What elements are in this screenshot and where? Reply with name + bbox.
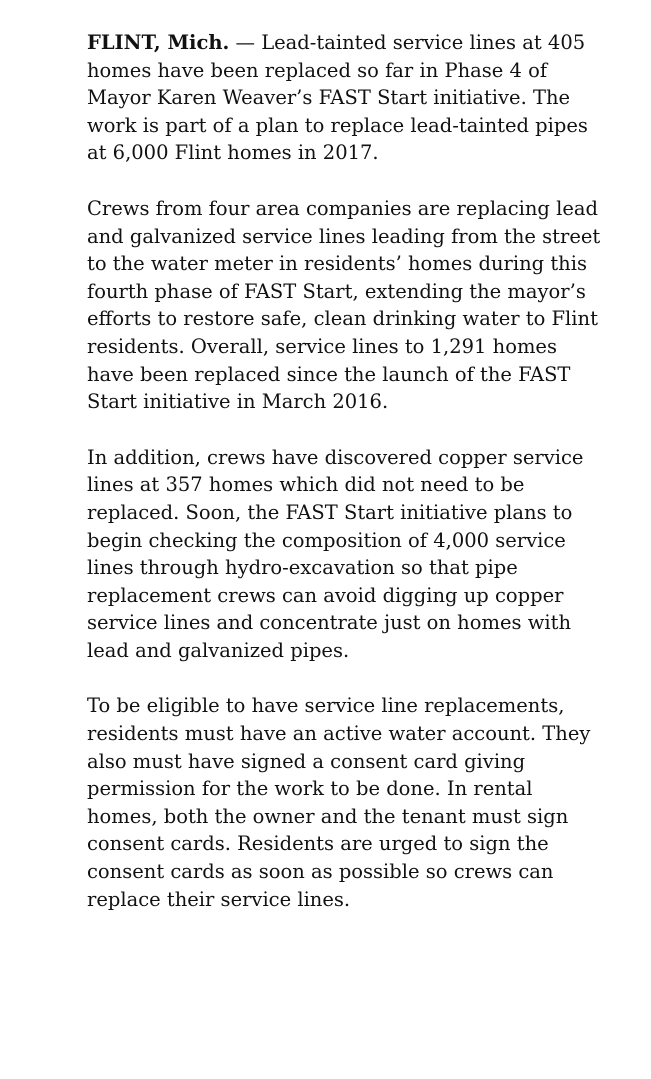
paragraph-3: In addition, crews have discovered copper service lines at 357 homes which did not need to be replaced. Soon, the FAST Start initiative plans to begin checking the composition of 4,000 service lines through hydro-excavation so that pipe replacement crews can avoid digging up copper service lines and concentrate just on homes with lead and galvanized pipes. [87, 445, 584, 662]
paragraph-1-text: Lead-tainted service lines at 405 homes have been replaced so far in Phase 4 of Mayor Karen Weaver’s FAST Start initiative. The work is part of a plan to replace lead-tainted pipes at 6,000 Flint homes in 2017. [87, 31, 588, 165]
dateline-dash: — [229, 31, 262, 54]
paragraph-4: To be eligible to have service line replacements, residents must have an active water account. They also must have signed a consent card giving permission for the work to be done. In rental homes, both the owner and the tenant must sign consent cards. Residents are urged to sign the consent cards as soon as possible so crews can replace their service lines. [87, 694, 591, 911]
dateline: FLINT, Mich. [87, 31, 230, 54]
article-body [87, 29, 607, 941]
paragraph-1 [87, 29, 607, 167]
paragraph-2: Crews from four area companies are replacing lead and galvanized service lines leading from the street to the water meter in residents’ homes during this fourth phase of FAST Start, extending the mayor’s efforts to restore safe, clean drinking water to Flint residents. Overall, service lines to 1,291 homes have been replaced since the launch of the FAST Start initiative in March 2016. [87, 196, 601, 414]
